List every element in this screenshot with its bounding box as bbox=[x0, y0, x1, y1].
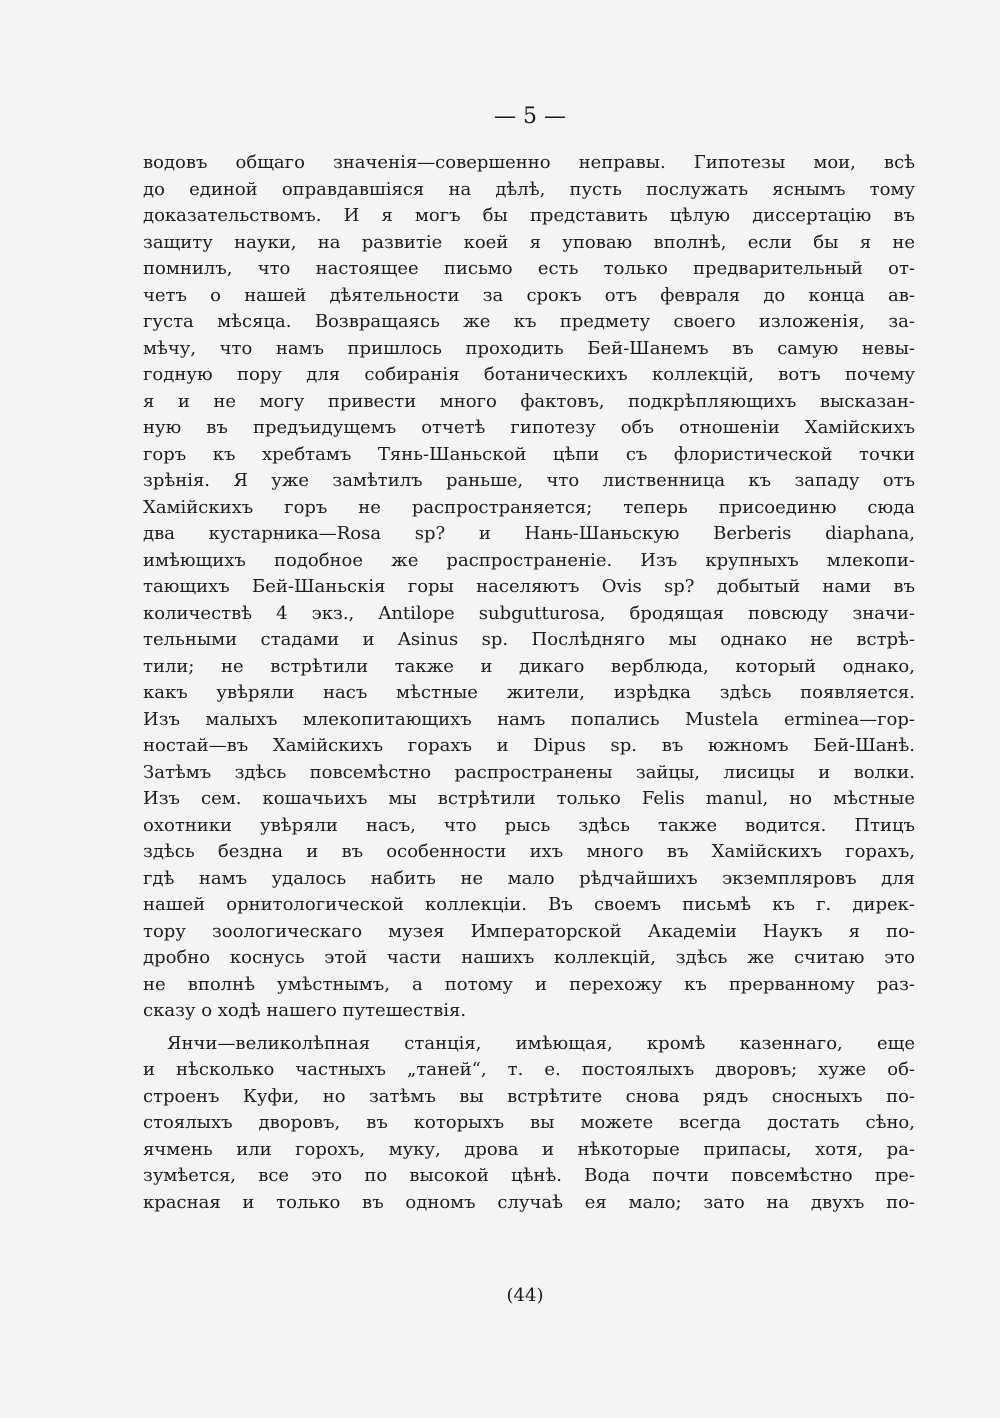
text-line: ностай—въ Хамійскихъ горахъ и Dipus sp. въ южномъ Бей-Шанѣ. bbox=[143, 735, 915, 756]
text-line: четъ о нашей дѣятельности за срокъ отъ февраля до конца ав- bbox=[143, 284, 915, 306]
text-line: не вполнѣ умѣстнымъ, а потому и перехожу къ прерванному раз- bbox=[143, 973, 915, 995]
text-line: водовъ общаго значенія—совершенно неправы. Гипотезы мои, всѣ bbox=[143, 152, 915, 173]
text-line: охотники увѣряли насъ, что рысь здѣсь также водится. Птицъ bbox=[143, 814, 915, 836]
text-line: Изъ малыхъ млекопитающихъ намъ попались Mustela erminea—гор- bbox=[143, 708, 915, 730]
text-line: зрѣнія. Я уже замѣтилъ раньше, что лиственница къ западу отъ bbox=[143, 470, 915, 491]
sheet-number: (44) bbox=[506, 1285, 544, 1306]
text-line: ячмень или горохъ, муку, дрова и нѣкоторые припасы, хотя, ра- bbox=[143, 1138, 915, 1160]
page-number: — 5 — bbox=[494, 104, 566, 129]
text-line: два кустарника—Rosa sp? и Нань-Шаньскую Berberis diaphana, bbox=[143, 523, 915, 544]
text-line: нашей орнитологической коллекціи. Въ своемъ письмѣ къ г. дирек- bbox=[143, 894, 915, 915]
paragraph bbox=[143, 150, 915, 1025]
text-line: тили; не встрѣтили также и дикаго верблюда, который однако, bbox=[143, 655, 915, 677]
text-line: я и не могу привести много фактовъ, подкрѣпляющихъ высказан- bbox=[143, 390, 915, 412]
text-line: Янчи—великолѣпная станція, имѣющая, кромѣ казеннаго, еще bbox=[167, 1032, 915, 1054]
text-line: стоялыхъ дворовъ, въ которыхъ вы можете всегда достать сѣно, bbox=[143, 1112, 915, 1133]
text-line: какъ увѣряли насъ мѣстные жители, изрѣдка здѣсь появляется. bbox=[143, 682, 915, 703]
text-line: доказательствомъ. И я могъ бы представить цѣлую диссертацію въ bbox=[143, 205, 915, 226]
text-line: тору зоологическаго музея Императорской Академіи Наукъ я по- bbox=[143, 920, 915, 942]
text-line: защиту науки, на развитіе коей я уповаю вполнѣ, если бы я не bbox=[143, 231, 915, 253]
text-line: Затѣмъ здѣсь повсемѣстно распространены зайцы, лисицы и волки. bbox=[143, 761, 915, 783]
text-line: мѣчу, что намъ пришлось проходить Бей-Шанемъ въ самую невы- bbox=[143, 337, 915, 359]
text-line: имѣющихъ подобное же распространеніе. Изъ крупныхъ млекопи- bbox=[143, 549, 915, 571]
text-line: сказу о ходѣ нашего путешествія. bbox=[143, 1000, 467, 1021]
text-line: Хамійскихъ горъ не распространяется; теперь присоединю сюда bbox=[143, 496, 915, 518]
text-line: гдѣ намъ удалось набить не мало рѣдчайшихъ экземпляровъ для bbox=[143, 867, 915, 889]
paragraph bbox=[143, 1031, 915, 1217]
text-line: здѣсь бездна и въ особенности ихъ много въ Хамійскихъ горахъ, bbox=[143, 841, 915, 862]
text-line: дробно коснусь этой части нашихъ коллекцій, здѣсь же считаю это bbox=[143, 947, 915, 968]
text-line: до единой оправдавшіяся на дѣлѣ, пусть послужать яснымъ тому bbox=[143, 178, 915, 200]
text-line: годную пору для собиранія ботаническихъ коллекцій, вотъ почему bbox=[143, 364, 915, 385]
text-line: густа мѣсяца. Возвращаясь же къ предмету своего изложенія, за- bbox=[143, 311, 915, 332]
text-line: помнилъ, что настоящее письмо есть только предварительный от- bbox=[143, 258, 915, 279]
body-text bbox=[143, 150, 915, 1216]
text-line: строенъ Куфи, но затѣмъ вы встрѣтите снова рядъ сносныхъ по- bbox=[143, 1085, 915, 1107]
text-line: зумѣется, все это по высокой цѣнѣ. Вода почти повсемѣстно пре- bbox=[143, 1165, 915, 1186]
text-line: тающихъ Бей-Шаньскія горы населяютъ Ovis sp? добытый нами въ bbox=[143, 576, 915, 597]
text-line: ную въ предъидущемъ отчетѣ гипотезу объ отношеніи Хамійскихъ bbox=[143, 417, 915, 438]
text-line: красная и только въ одномъ случаѣ ея мало; зато на двухъ по- bbox=[143, 1191, 915, 1213]
text-line: количествѣ 4 экз., Antilope subgutturosa, бродящая повсюду значи- bbox=[143, 602, 915, 624]
text-line: горъ къ хребтамъ Тянь-Шаньской цѣпи съ флористической точки bbox=[143, 443, 915, 465]
text-line: тельными стадами и Asinus sp. Послѣдняго мы однако не встрѣ- bbox=[143, 629, 915, 650]
text-line: и нѣсколько частныхъ „таней“, т. е. постоялыхъ дворовъ; хуже об- bbox=[143, 1059, 915, 1080]
text-line: Изъ сем. кошачьихъ мы встрѣтили только Felis manul, но мѣстные bbox=[143, 788, 915, 809]
